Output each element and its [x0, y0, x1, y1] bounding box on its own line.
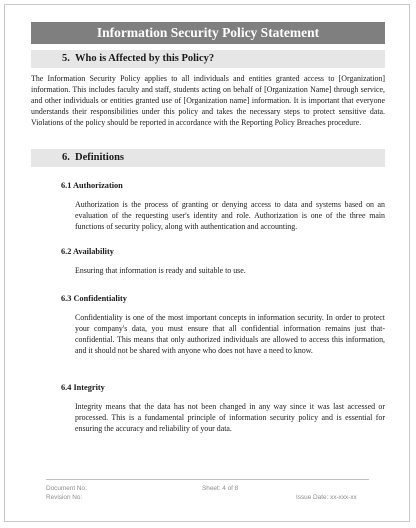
subsection-6-2-body: Ensuring that information is ready and suitable to use. — [75, 266, 246, 275]
footer-divider — [46, 479, 369, 480]
footer-revision-no: Revision No: — [46, 494, 83, 501]
subsection-6-1-heading: 6.1 Authorization — [61, 181, 123, 190]
section-5-title: Who is Affected by this Policy? — [75, 53, 215, 64]
footer-document-no: Document No: — [46, 485, 87, 492]
section-6-title: Definitions — [75, 152, 125, 163]
subsection-6-4-heading: 6.4 Integrity — [61, 383, 105, 392]
section-5-heading — [31, 50, 385, 68]
section-5-number: 5. — [62, 53, 70, 64]
subsection-6-3-heading: 6.3 Confidentiality — [61, 294, 127, 303]
section-5-body: The Information Security Policy applies to all individuals and entities granted access to [Organization] information. This includes faculty and staff, students acting on behalf of [Organization Name] through service, and other individuals or entities granted use of [Organization name] information. It is important that everyone understands their responsibilities under this policy and takes the necessary steps to protect sensitive data. Violations of the policy should be reported in accordance with the Reporting Policy Breaches procedure. — [31, 74, 385, 128]
section-6-heading — [31, 149, 385, 167]
page-title: Information Security Policy Statement — [31, 22, 385, 44]
section-6-number: 6. — [62, 152, 70, 163]
subsection-6-3-body: Confidentiality is one of the most important concepts in information security. In order to protect your company's data, you must ensure that all confidential information remains just that- confidential. This means that only authorized individuals are allowed to access this information, and it should not be shared with anyone who does not have a need to know. — [75, 313, 385, 356]
subsection-6-4-body: Integrity means that the data has not been changed in any way since it was last accessed or processed. This is a fundamental principle of information security policy and is essential for ensuring the accuracy and reliability of your data. — [75, 402, 385, 434]
subsection-6-1-body: Authorization is the process of granting or denying access to data and systems based on an evaluation of the requesting user's identity and role. Authorization is one of the three main functions of security policy, along with authentication and accounting. — [75, 200, 385, 232]
subsection-6-2-heading: 6.2 Availability — [61, 247, 114, 256]
footer-sheet: Sheet: 4 of 8 — [202, 485, 239, 492]
footer-issue-date: Issue Date: xx-xxx-xx — [296, 494, 357, 501]
